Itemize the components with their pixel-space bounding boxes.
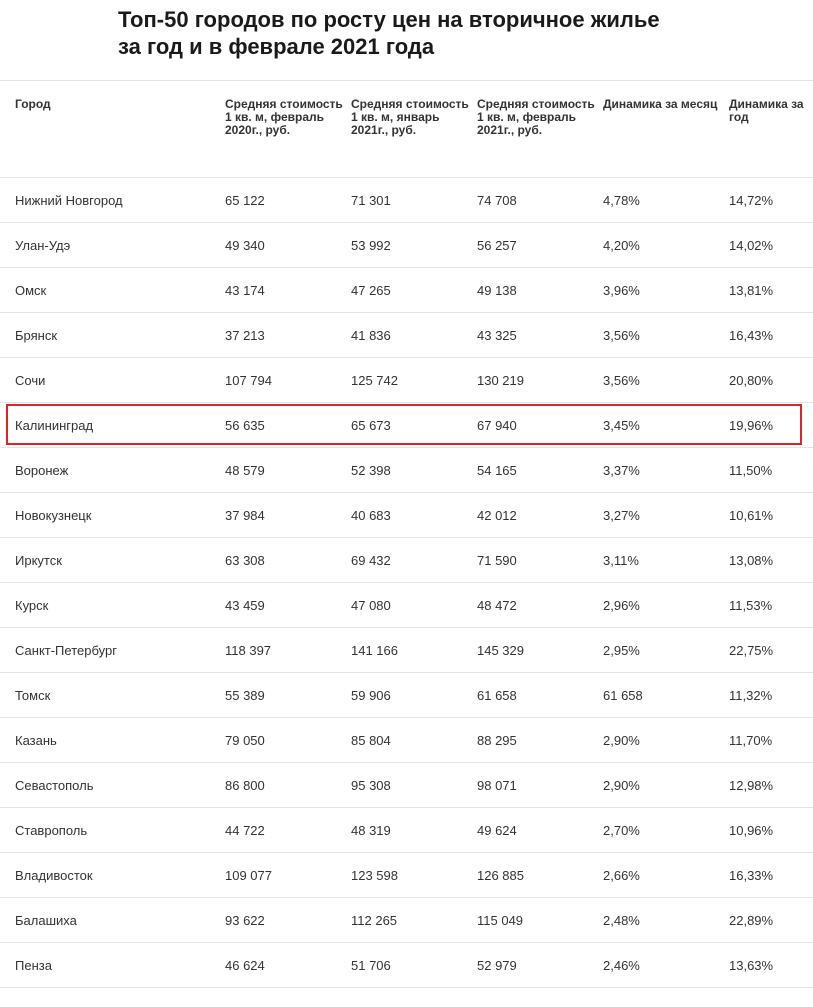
table-row	[0, 403, 813, 448]
yearly-change-cell: 22,75%	[729, 628, 813, 673]
price-feb-2020-cell: 109 077	[225, 853, 351, 898]
price-jan-2021-cell: 51 706	[351, 943, 477, 988]
column-header-price-feb-2021: Средняя стоимость 1 кв. м, февраль 2021г., руб.	[477, 81, 603, 178]
yearly-change-cell: 22,89%	[729, 898, 813, 943]
yearly-change-cell: 11,53%	[729, 583, 813, 628]
city-cell: Омск	[0, 268, 225, 313]
price-feb-2020-cell: 56 635	[225, 403, 351, 448]
city-cell: Казань	[0, 718, 225, 763]
header-row	[0, 81, 813, 178]
price-feb-2021-cell: 115 049	[477, 898, 603, 943]
city-cell: Брянск	[0, 313, 225, 358]
price-jan-2021-cell: 53 992	[351, 223, 477, 268]
table-row	[0, 718, 813, 763]
monthly-change-cell: 2,96%	[603, 583, 729, 628]
monthly-change-cell: 4,78%	[603, 178, 729, 223]
price-jan-2021-cell: 40 683	[351, 493, 477, 538]
yearly-change-cell: 13,63%	[729, 943, 813, 988]
table-row	[0, 268, 813, 313]
price-jan-2021-cell: 85 804	[351, 718, 477, 763]
price-feb-2021-cell: 49 624	[477, 808, 603, 853]
price-jan-2021-cell: 48 319	[351, 808, 477, 853]
city-cell: Улан-Удэ	[0, 223, 225, 268]
price-jan-2021-cell: 65 673	[351, 403, 477, 448]
yearly-change-cell: 11,70%	[729, 718, 813, 763]
table-row	[0, 538, 813, 583]
yearly-change-cell: 14,02%	[729, 223, 813, 268]
table-row	[0, 583, 813, 628]
price-feb-2021-cell: 43 325	[477, 313, 603, 358]
table-row	[0, 178, 813, 223]
table-row	[0, 358, 813, 403]
monthly-change-cell: 3,56%	[603, 313, 729, 358]
yearly-change-cell: 11,32%	[729, 673, 813, 718]
table-row	[0, 673, 813, 718]
table-row	[0, 853, 813, 898]
monthly-change-cell: 2,90%	[603, 763, 729, 808]
price-jan-2021-cell: 95 308	[351, 763, 477, 808]
monthly-change-cell: 2,90%	[603, 718, 729, 763]
city-cell: Калининград	[0, 403, 225, 448]
price-feb-2020-cell: 79 050	[225, 718, 351, 763]
monthly-change-cell: 2,70%	[603, 808, 729, 853]
price-jan-2021-cell: 112 265	[351, 898, 477, 943]
city-cell: Курск	[0, 583, 225, 628]
table-row	[0, 943, 813, 988]
yearly-change-cell: 16,43%	[729, 313, 813, 358]
price-feb-2021-cell: 42 012	[477, 493, 603, 538]
price-jan-2021-cell: 47 265	[351, 268, 477, 313]
yearly-change-cell: 16,33%	[729, 853, 813, 898]
price-jan-2021-cell: 47 080	[351, 583, 477, 628]
price-feb-2021-cell: 71 590	[477, 538, 603, 583]
column-header-city: Город	[0, 81, 225, 178]
city-cell: Воронеж	[0, 448, 225, 493]
city-cell: Новокузнецк	[0, 493, 225, 538]
price-jan-2021-cell: 125 742	[351, 358, 477, 403]
city-cell: Пенза	[0, 943, 225, 988]
monthly-change-cell: 2,95%	[603, 628, 729, 673]
price-feb-2021-cell: 48 472	[477, 583, 603, 628]
column-header-price-feb-2020: Средняя стоимость 1 кв. м, февраль 2020г., руб.	[225, 81, 351, 178]
price-feb-2020-cell: 48 579	[225, 448, 351, 493]
table-row	[0, 628, 813, 673]
table-row	[0, 223, 813, 268]
price-feb-2021-cell: 54 165	[477, 448, 603, 493]
price-feb-2020-cell: 43 174	[225, 268, 351, 313]
monthly-change-cell: 3,27%	[603, 493, 729, 538]
city-cell: Ставрополь	[0, 808, 225, 853]
price-jan-2021-cell: 69 432	[351, 538, 477, 583]
price-feb-2020-cell: 118 397	[225, 628, 351, 673]
price-feb-2021-cell: 49 138	[477, 268, 603, 313]
table-header	[0, 81, 813, 178]
price-feb-2020-cell: 63 308	[225, 538, 351, 583]
monthly-change-cell: 2,66%	[603, 853, 729, 898]
table-row	[0, 493, 813, 538]
price-feb-2021-cell: 61 658	[477, 673, 603, 718]
yearly-change-cell: 11,50%	[729, 448, 813, 493]
price-feb-2020-cell: 43 459	[225, 583, 351, 628]
city-cell: Севастополь	[0, 763, 225, 808]
price-feb-2020-cell: 37 984	[225, 493, 351, 538]
city-cell: Сочи	[0, 358, 225, 403]
yearly-change-cell: 14,72%	[729, 178, 813, 223]
table-body	[0, 178, 813, 988]
monthly-change-cell: 2,48%	[603, 898, 729, 943]
monthly-change-cell: 61 658	[603, 673, 729, 718]
price-table-container	[0, 80, 813, 988]
price-feb-2020-cell: 49 340	[225, 223, 351, 268]
monthly-change-cell: 2,46%	[603, 943, 729, 988]
price-feb-2021-cell: 126 885	[477, 853, 603, 898]
price-feb-2020-cell: 55 389	[225, 673, 351, 718]
monthly-change-cell: 3,11%	[603, 538, 729, 583]
price-feb-2021-cell: 56 257	[477, 223, 603, 268]
table-row	[0, 898, 813, 943]
city-cell: Нижний Новгород	[0, 178, 225, 223]
city-cell: Владивосток	[0, 853, 225, 898]
price-feb-2021-cell: 130 219	[477, 358, 603, 403]
table-row	[0, 448, 813, 493]
city-cell: Томск	[0, 673, 225, 718]
price-feb-2020-cell: 44 722	[225, 808, 351, 853]
monthly-change-cell: 3,37%	[603, 448, 729, 493]
price-feb-2020-cell: 46 624	[225, 943, 351, 988]
page-title: Топ-50 городов по росту цен на вторичное жилье за год и в феврале 2021 года	[118, 7, 660, 59]
price-feb-2021-cell: 88 295	[477, 718, 603, 763]
price-feb-2021-cell: 52 979	[477, 943, 603, 988]
price-feb-2020-cell: 86 800	[225, 763, 351, 808]
yearly-change-cell: 19,96%	[729, 403, 813, 448]
yearly-change-cell: 20,80%	[729, 358, 813, 403]
yearly-change-cell: 10,61%	[729, 493, 813, 538]
yearly-change-cell: 13,08%	[729, 538, 813, 583]
monthly-change-cell: 3,96%	[603, 268, 729, 313]
price-jan-2021-cell: 59 906	[351, 673, 477, 718]
monthly-change-cell: 4,20%	[603, 223, 729, 268]
price-feb-2021-cell: 98 071	[477, 763, 603, 808]
yearly-change-cell: 12,98%	[729, 763, 813, 808]
table-row	[0, 313, 813, 358]
price-feb-2021-cell: 145 329	[477, 628, 603, 673]
price-jan-2021-cell: 71 301	[351, 178, 477, 223]
yearly-change-cell: 13,81%	[729, 268, 813, 313]
price-jan-2021-cell: 123 598	[351, 853, 477, 898]
price-feb-2021-cell: 74 708	[477, 178, 603, 223]
column-header-yearly-change: Динамика за год	[729, 81, 813, 178]
price-feb-2021-cell: 67 940	[477, 403, 603, 448]
city-cell: Иркутск	[0, 538, 225, 583]
price-jan-2021-cell: 41 836	[351, 313, 477, 358]
table-row	[0, 763, 813, 808]
price-jan-2021-cell: 141 166	[351, 628, 477, 673]
city-cell: Санкт-Петербург	[0, 628, 225, 673]
city-cell: Балашиха	[0, 898, 225, 943]
price-feb-2020-cell: 107 794	[225, 358, 351, 403]
price-feb-2020-cell: 37 213	[225, 313, 351, 358]
price-table	[0, 80, 813, 988]
price-feb-2020-cell: 93 622	[225, 898, 351, 943]
column-header-monthly-change: Динамика за месяц	[603, 81, 729, 178]
column-header-price-jan-2021: Средняя стоимость 1 кв. м, январь 2021г., руб.	[351, 81, 477, 178]
yearly-change-cell: 10,96%	[729, 808, 813, 853]
monthly-change-cell: 3,45%	[603, 403, 729, 448]
table-row	[0, 808, 813, 853]
price-feb-2020-cell: 65 122	[225, 178, 351, 223]
monthly-change-cell: 3,56%	[603, 358, 729, 403]
price-jan-2021-cell: 52 398	[351, 448, 477, 493]
